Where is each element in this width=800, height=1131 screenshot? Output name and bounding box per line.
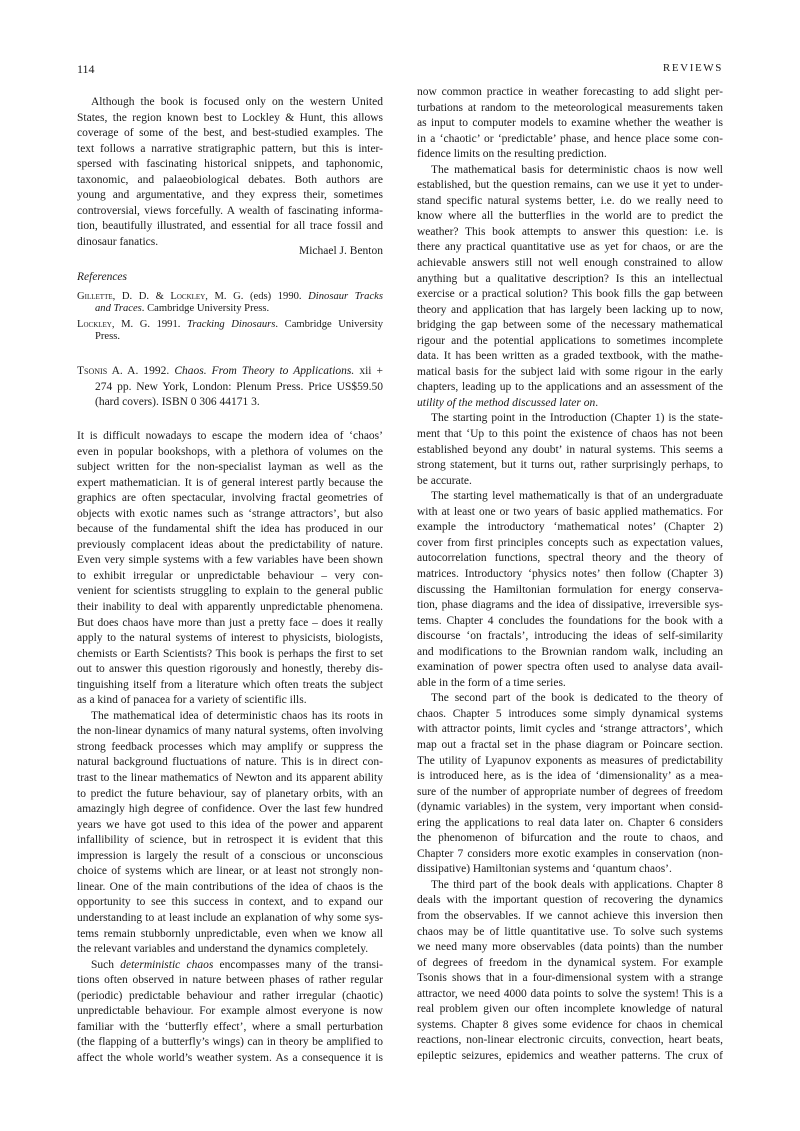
text-line: ment that ‘Up to this point the existence of chaos has not been — [417, 428, 723, 441]
text-line: Tsonis shows that in a four-dimensional system with a strange — [417, 972, 723, 985]
text-segment: , M. G. 1991. — [111, 318, 188, 330]
text-line: chemists or Earth Scientists? This book is perhaps the first to set — [77, 647, 383, 660]
text-line: real problem given our often incomplete knowledge of natural — [417, 1003, 723, 1016]
author-name: Lockley — [77, 318, 112, 330]
text-line: theory and application that has largely been lacking up to now, — [417, 303, 723, 316]
paragraph — [77, 429, 383, 709]
text-line: rigour and the potential applications to sometimes incomplete — [417, 334, 723, 347]
text-segment: xii + — [354, 365, 383, 377]
author-name: Lockley — [170, 291, 206, 302]
text-line: as input to computer models to examine whether the weather is — [417, 117, 723, 130]
text-line: we need many more observables (data points) than the number — [417, 941, 723, 954]
text-line: matrices. Introductory ‘physics notes’ then follow (Chapter 3) — [417, 567, 723, 580]
text-line: coverage of some of the best, and best-studied examples. The — [77, 127, 383, 140]
text-line: It is difficult nowadays to escape the modern idea of ‘chaos’ — [77, 430, 383, 442]
text-line: systems. Chapter 8 gives some evidence for chaos in chemical — [417, 1018, 723, 1031]
text-line: understanding to at least include an explanation of why some sys- — [77, 911, 383, 924]
text-segment: A. A. 1992. — [107, 365, 175, 377]
text-line: The third part of the book deals with applications. Chapter 8 — [431, 878, 723, 891]
text-line: weather? This book attempts to answer this question: i.e. is — [417, 225, 723, 238]
text-line: autocorrelation functions, spectral theory and the theory of — [417, 552, 723, 565]
text-line: deals with the important question of recovering the dynamics — [417, 894, 723, 907]
text-segment: , D. D. & — [112, 291, 171, 302]
text-line: (the flapping of a butterfly’s wings) can in theory be amplified to — [77, 1036, 383, 1049]
text-line: to exhibit irregular or unpredictable behaviour – very con- — [77, 569, 383, 582]
text-line: tions often observed in nature between phases of rather regular — [77, 974, 383, 987]
author-name: Gillette — [77, 291, 113, 302]
italic-text: Dinosaur Tracks — [308, 291, 383, 302]
references-list — [77, 291, 383, 343]
text-line: even in popular bookshops, with a plethora of volumes on the — [77, 445, 383, 458]
text-line: turbations at random to the meteorological measurements taken — [417, 101, 723, 114]
text-line: chaos may be of little quantitative use. To solve such systems — [417, 925, 723, 938]
text-line: objects with exotic names such as ‘strange attractors’, but also — [77, 507, 383, 520]
text-line: The second part of the book is dedicated to the theory of — [431, 692, 723, 705]
text-line: impression is largely the result of a conscious or unconscious — [77, 849, 383, 862]
text-line: attractor, we need 4000 data points to solve the system! This is a — [417, 987, 723, 1000]
text-line: natural background fluctuations of nature. This is in direct con- — [77, 756, 383, 769]
text-line: The starting level mathematically is that of an undergraduate — [431, 490, 723, 503]
text-line: tion, phase diagrams and the idea of dissipative, irreversible sys- — [417, 599, 723, 612]
text-line: is introduced here, as is the idea of ‘dimensionality’ as a mea- — [417, 770, 723, 783]
text-line: linear. One of the main contributions of the idea of chaos is the — [77, 880, 383, 893]
paragraph — [417, 691, 723, 878]
text-line: chaos. Chapter 5 introduces some simply dynamical systems — [417, 707, 723, 720]
text-line: controversial, views forcefully. A wealth of fascinating informa- — [77, 204, 383, 217]
text-line: the non-linear dynamics of many natural systems, often involving — [77, 725, 383, 738]
text-line: tems. Chapter 4 concludes the foundations for the book with a — [417, 614, 723, 627]
text-line: 274 pp. New York, London: Plenum Press. Price US$59.50 — [95, 380, 383, 393]
text-line: The mathematical basis for deterministic chaos is now well — [431, 163, 723, 176]
text-line: spersed with fascinating historical snippets, and taphonomic, — [77, 158, 383, 171]
text-line: stand specific natural systems better, i.e. do we really need to — [417, 194, 723, 207]
text-line: be accurate. — [417, 474, 472, 487]
italic-text: and Traces — [95, 303, 142, 315]
paragraph — [417, 85, 723, 163]
text-line: examination of power spectra often used to analyse data avail- — [417, 661, 723, 674]
text-line: apply to the natural systems of interest to physicists, biologists, — [77, 632, 383, 645]
text-line: in a ‘chaotic’ or ‘predictable’ phase, and hence place some con- — [417, 132, 723, 145]
paragraph — [417, 489, 723, 691]
text-line: the phenomenon of bifurcation and the route to chaos, and — [417, 832, 723, 845]
text-line: bridging the gap between some of the necessary mathematical — [417, 319, 723, 332]
text-line: (periodic) predictable behaviour and rather irregular (chaotic) — [77, 989, 383, 1002]
text-line: with at least one or two years of basic applied mathematics. For — [417, 505, 723, 518]
text-line: chapters, leading up to the applications and an assessment of the — [417, 381, 723, 394]
text-line: epileptic seizures, epidemics and weather patterns. The crux of — [417, 1049, 723, 1062]
text-line: able in the form of a time series. — [417, 676, 566, 689]
text-line: established, but the question remains, can we use it yet to under- — [417, 179, 723, 192]
text-line: graphics are often spectacular, involving fractal geometries of — [77, 492, 383, 505]
book-citation — [77, 364, 383, 411]
text-line: Press. — [95, 330, 121, 342]
text-line: (hard covers). ISBN 0 306 44171 3. — [95, 396, 260, 409]
text-segment: , M. G. (eds) 1990. — [205, 291, 309, 302]
text-line: discussing the Hamiltonian formulation for energy conserva- — [417, 583, 723, 596]
text-line: amazingly high degree of confidence. Over the last few hundred — [77, 803, 383, 816]
citation-entry — [77, 364, 383, 411]
text-line: The utility of Lyapunov exponents as measures of predictability — [417, 754, 723, 767]
italic-text: utility of the method discussed later on — [417, 396, 596, 409]
italic-text: Chaos. From Theory to Applications. — [174, 365, 355, 377]
text-line: venient for scientists struggling to explain to the general public — [77, 585, 383, 598]
paragraph — [417, 878, 723, 1065]
author-name: Tsonis — [77, 365, 108, 377]
text-line: tinguishing itself from a literature which often treats the subject — [77, 678, 383, 691]
text-line: there any practical quantitative use as yet for chaos, or are the — [417, 241, 723, 254]
text-line — [77, 364, 383, 380]
text-line: opportunity to see this success in context, and to expand our — [77, 896, 383, 909]
text-line: and modifications to the Brownian random walk, including an — [417, 645, 723, 658]
text-line: map out a fractal set in the phase diagram or Poincare section. — [417, 738, 723, 751]
text-line: (dynamic variables) in the system, very important when consid- — [417, 801, 723, 814]
text-segment: . Cambridge University Press. — [141, 303, 270, 315]
text-segment: Such — [91, 958, 121, 971]
text-line: subject written for the non-specialist layman as well as the — [77, 461, 383, 474]
citation-entry — [77, 291, 383, 316]
text-line: infallibility of science, but in retrospect it is evident that this — [77, 834, 383, 847]
text-line: discourse ‘on fractals’, introducing the ideas of self-similarity — [417, 630, 723, 643]
text-line: of degrees of freedom in the dynamical system. For example — [417, 956, 723, 969]
text-segment: encompasses many of the transi- — [213, 958, 383, 971]
text-line: know where all the butterflies in the world are to predict the — [417, 210, 723, 223]
text-line: unpredictable behaviour. For example almost everyone is now — [77, 1005, 383, 1018]
text-line — [77, 303, 383, 315]
text-line — [77, 958, 383, 974]
text-line: young and argumentative, and they express their, sometimes — [77, 189, 383, 202]
text-line: The starting point in the Introduction (Chapter 1) is the state- — [431, 412, 723, 425]
text-line: States, the region known best to Lockley & Hunt, this allows — [77, 111, 383, 124]
page-number: 114 — [77, 62, 95, 76]
text-line: Even very simple systems with a few variables have been shown — [77, 554, 383, 567]
text-line: strong feedback processes which may amplify or suppress the — [77, 740, 383, 753]
text-line: established beyond any doubt’ in natural systems. This seems a — [417, 443, 723, 456]
review-closing-paragraph — [77, 95, 383, 250]
paragraph — [77, 958, 383, 1067]
text-line: tion, beautifully illustrated, and essential for all trace fossil and — [77, 220, 383, 233]
text-line: familiar with the ‘butterfly effect’, where a small perturbation — [77, 1020, 383, 1033]
text-line: to predict the future behaviour, say of planetary orbits, with an — [77, 787, 383, 800]
text-line: from the observables. If we cannot achieve this inversion then — [417, 909, 723, 922]
text-line — [77, 319, 383, 331]
text-line: reactions, non-linear electronic circuits, convection, heart beats, — [417, 1034, 723, 1047]
text-line: out to answer this question rigorously and honestly, thereby dis- — [77, 663, 383, 676]
running-head: REVIEWS — [662, 62, 723, 74]
text-line: ering the applications to real data later on. Chapter 6 considers — [417, 816, 723, 829]
text-line: previously complacent ideas about the predictability of nature. — [77, 538, 383, 551]
text-line: expert mathematician. It is of general interest partly because the — [77, 476, 383, 489]
paragraph — [77, 95, 383, 250]
text-line: trast to the linear mathematics of Newton and its apparent ability — [77, 772, 383, 785]
text-line: data. It has been written as a graded textbook, with the mathe- — [417, 350, 723, 363]
text-line: choice of systems which are linear, or at least not strongly non- — [77, 865, 383, 878]
review-body-left-column — [77, 429, 383, 1066]
references-heading: References — [77, 271, 128, 283]
text-line: because of the fundamental shift the idea has produced in our — [77, 523, 383, 536]
text-segment: . — [595, 396, 599, 409]
text-line: dinosaur fanatics. — [77, 235, 159, 248]
text-line: years we have got used to this idea of the power and apparent — [77, 818, 383, 831]
text-line: sure of the number of appropriate number of degrees of freedom — [417, 785, 723, 798]
text-line: with attractor points, limit cycles and ‘strange attractors’, which — [417, 723, 723, 736]
text-line — [77, 291, 383, 303]
text-line: dissipative) Hamiltonian systems and ‘quantum chaos’. — [417, 863, 672, 876]
text-line: achievable answers still not well enough constrained to allow — [417, 257, 723, 270]
text-line: The mathematical idea of deterministic chaos has its roots in — [91, 709, 383, 722]
text-line — [417, 396, 723, 412]
paragraph — [417, 411, 723, 489]
text-line: exercise or a practical solution? This book fills the gap between — [417, 288, 723, 301]
reviewer-signature: Michael J. Benton — [299, 245, 383, 257]
text-line: example the introductory ‘mathematical notes’ (Chapter 2) — [417, 521, 723, 534]
text-line: But does chaos have more than just a pretty face – does it really — [77, 616, 383, 629]
text-line: now common practice in weather forecasting to add slight per- — [417, 86, 723, 98]
text-line: their inability to deal with apparently unpredictable phenomena. — [77, 601, 383, 614]
italic-text: Tracking Dinosaurs — [187, 318, 276, 330]
citation-entry — [77, 319, 383, 344]
text-line: tems remain stubbornly unpredictable, even when we know all — [77, 927, 383, 940]
text-line: taxonomic, and palaeobiological debates. Both authors are — [77, 173, 383, 186]
text-line: anything but a qualitative description? Is this an intellectual — [417, 272, 723, 285]
italic-text: deterministic chaos — [120, 958, 214, 971]
paragraph — [417, 163, 723, 412]
text-line: Although the book is focused only on the western United — [91, 96, 383, 108]
text-line: Chapter 7 considers more exotic examples in conservation (non- — [417, 847, 723, 860]
text-line: matical basis for the subject laid with some rigour in the early — [417, 365, 723, 378]
text-line: the relevant variables and understand the dynamics completely. — [77, 943, 369, 956]
text-line: affect the whole world’s weather system. As a consequence it is — [77, 1051, 383, 1064]
text-line: cover from first principles concepts such as expectation values, — [417, 536, 723, 549]
paragraph — [77, 709, 383, 958]
text-line: strong statement, but it turns out, rather surprisingly perhaps, to — [417, 459, 723, 472]
review-body-right-column — [417, 85, 723, 1064]
text-line: fidence limits on the resulting prediction. — [417, 148, 607, 161]
text-segment: . Cambridge University — [275, 318, 383, 330]
text-line: text follows a narrative stratigraphic pattern, but this is inter- — [77, 142, 383, 155]
text-line: as a kind of panacea for a variety of scientific ills. — [77, 694, 307, 707]
